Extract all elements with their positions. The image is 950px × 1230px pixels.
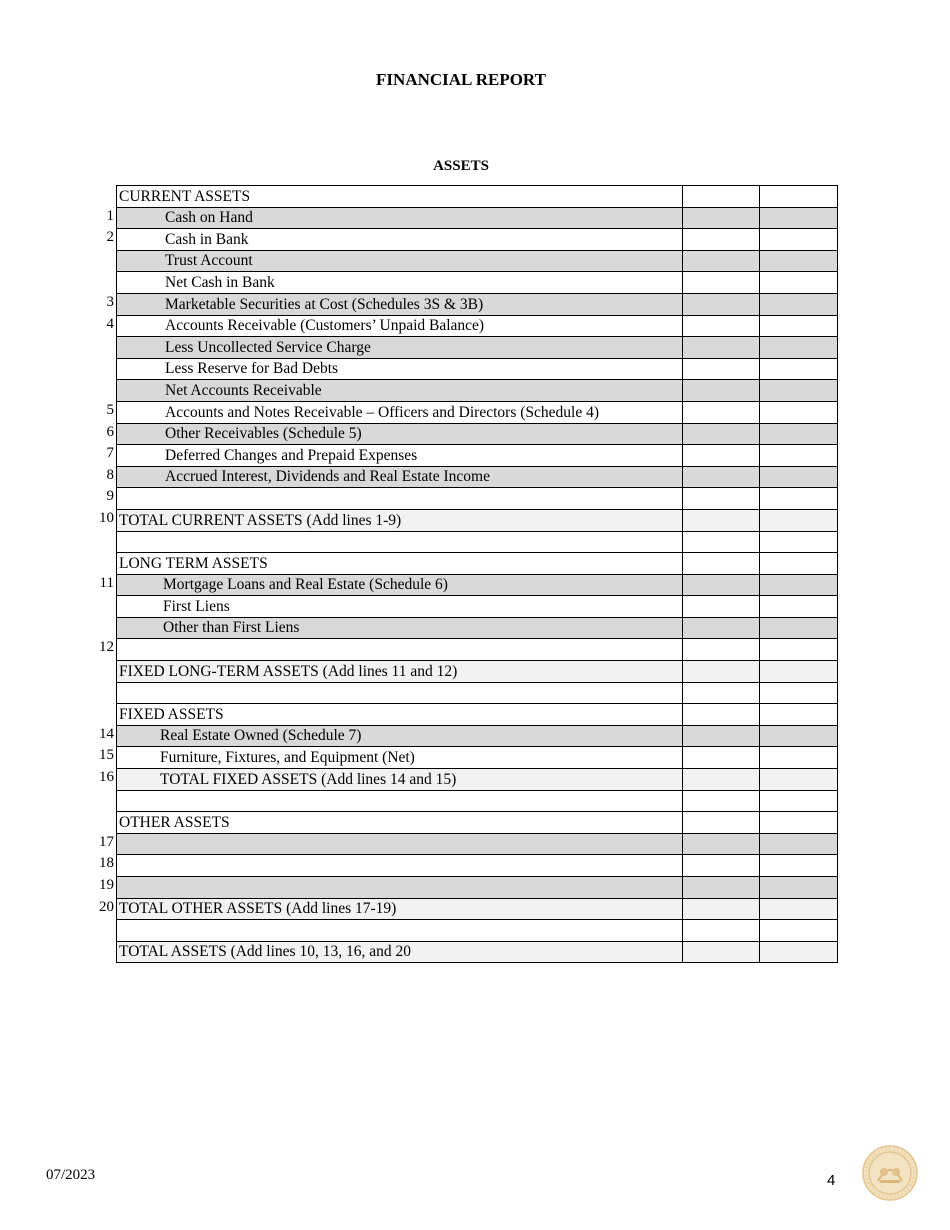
total-cell[interactable] <box>760 401 838 423</box>
row-label: Other Receivables (Schedule 5) <box>117 423 683 445</box>
total-cell[interactable] <box>760 315 838 337</box>
row-label: Net Accounts Receivable <box>117 380 683 402</box>
amount-cell[interactable] <box>683 445 760 467</box>
amount-cell[interactable] <box>683 725 760 747</box>
row-label: Accounts Receivable (Customers’ Unpaid Balance) <box>117 315 683 337</box>
table-row <box>117 531 838 553</box>
row-label: TOTAL ASSETS (Add lines 10, 13, 16, and 20 <box>117 941 683 963</box>
amount-cell[interactable] <box>683 639 760 661</box>
table-row <box>117 553 838 575</box>
table-row <box>117 682 838 704</box>
total-cell[interactable] <box>760 207 838 229</box>
total-cell[interactable] <box>760 466 838 488</box>
row-label: Less Reserve for Bad Debts <box>117 358 683 380</box>
amount-cell[interactable] <box>683 682 760 704</box>
total-cell[interactable] <box>760 725 838 747</box>
row-label <box>117 877 683 899</box>
row-label: Deferred Changes and Prepaid Expenses <box>117 445 683 467</box>
total-cell[interactable] <box>760 293 838 315</box>
row-label: Trust Account <box>117 250 683 272</box>
amount-cell[interactable] <box>683 704 760 726</box>
line-number <box>70 185 114 207</box>
amount-cell[interactable] <box>683 769 760 791</box>
table-row <box>117 877 838 899</box>
total-cell[interactable] <box>760 250 838 272</box>
row-label: TOTAL FIXED ASSETS (Add lines 14 and 15) <box>117 769 683 791</box>
row-label: Accrued Interest, Dividends and Real Estate Income <box>117 466 683 488</box>
amount-cell[interactable] <box>683 596 760 618</box>
total-cell[interactable] <box>760 509 838 531</box>
amount-cell[interactable] <box>683 358 760 380</box>
line-number <box>70 703 114 725</box>
total-cell[interactable] <box>760 186 838 208</box>
amount-cell[interactable] <box>683 207 760 229</box>
line-number: 15 <box>99 747 114 764</box>
row-label <box>117 639 683 661</box>
row-label: Less Uncollected Service Charge <box>117 337 683 359</box>
total-cell[interactable] <box>760 898 838 920</box>
amount-cell[interactable] <box>683 920 760 942</box>
total-cell[interactable] <box>760 769 838 791</box>
row-label <box>117 682 683 704</box>
row-label <box>117 833 683 855</box>
line-number: 2 <box>106 229 114 246</box>
amount-cell[interactable] <box>683 293 760 315</box>
table-row <box>117 833 838 855</box>
table-row <box>117 293 838 315</box>
table-row <box>117 941 838 963</box>
table-row <box>117 769 838 791</box>
table-row <box>117 509 838 531</box>
line-number: 5 <box>106 401 114 418</box>
table-row <box>117 207 838 229</box>
line-number <box>70 919 114 941</box>
line-numbers <box>70 185 114 962</box>
table-row <box>117 337 838 359</box>
line-number <box>70 790 114 812</box>
line-number <box>70 531 114 553</box>
table-row <box>117 920 838 942</box>
amount-cell[interactable] <box>683 574 760 596</box>
amount-cell[interactable] <box>683 488 760 510</box>
amount-cell[interactable] <box>683 466 760 488</box>
line-number: 17 <box>99 833 114 850</box>
table-row <box>117 466 838 488</box>
total-cell[interactable] <box>760 358 838 380</box>
total-cell[interactable] <box>760 682 838 704</box>
amount-cell[interactable] <box>683 812 760 834</box>
amount-cell[interactable] <box>683 337 760 359</box>
table-row <box>117 661 838 683</box>
amount-cell[interactable] <box>683 423 760 445</box>
total-cell[interactable] <box>760 574 838 596</box>
row-label: Accounts and Notes Receivable – Officers and Directors (Schedule 4) <box>117 401 683 423</box>
table-row <box>117 423 838 445</box>
total-cell[interactable] <box>760 337 838 359</box>
table-row <box>117 488 838 510</box>
amount-cell[interactable] <box>683 898 760 920</box>
total-cell[interactable] <box>760 877 838 899</box>
table-row <box>117 358 838 380</box>
amount-cell[interactable] <box>683 509 760 531</box>
row-label: TOTAL OTHER ASSETS (Add lines 17-19) <box>117 898 683 920</box>
amount-cell[interactable] <box>683 833 760 855</box>
line-number <box>70 595 114 617</box>
total-cell[interactable] <box>760 380 838 402</box>
state-seal-icon <box>862 1145 918 1201</box>
page-title: FINANCIAL REPORT <box>376 70 546 89</box>
amount-cell[interactable] <box>683 250 760 272</box>
row-label: Mortgage Loans and Real Estate (Schedule 6) <box>117 574 683 596</box>
table-row <box>117 725 838 747</box>
line-number: 9 <box>106 488 114 505</box>
table-row <box>117 401 838 423</box>
table-row <box>117 574 838 596</box>
line-number: 10 <box>99 509 114 526</box>
line-number: 20 <box>99 898 114 915</box>
total-cell[interactable] <box>760 920 838 942</box>
amount-cell[interactable] <box>683 553 760 575</box>
total-cell[interactable] <box>760 639 838 661</box>
total-cell[interactable] <box>760 445 838 467</box>
table-row <box>117 186 838 208</box>
total-cell[interactable] <box>760 855 838 877</box>
table-row <box>117 617 838 639</box>
total-cell[interactable] <box>760 488 838 510</box>
line-number: 4 <box>106 315 114 332</box>
total-cell[interactable] <box>760 747 838 769</box>
row-label <box>117 790 683 812</box>
table-row <box>117 445 838 467</box>
total-cell[interactable] <box>760 812 838 834</box>
row-label: FIXED ASSETS <box>117 704 683 726</box>
table-row <box>117 790 838 812</box>
line-number: 11 <box>99 574 114 591</box>
amount-cell[interactable] <box>683 877 760 899</box>
revision-date: 07/2023 <box>46 1167 96 1183</box>
line-number: 18 <box>99 855 114 872</box>
row-label <box>117 531 683 553</box>
row-label: Marketable Securities at Cost (Schedules 3S & 3B) <box>117 293 683 315</box>
table-row <box>117 898 838 920</box>
row-label <box>117 488 683 510</box>
line-number <box>70 358 114 380</box>
line-number <box>70 617 114 639</box>
total-cell[interactable] <box>760 272 838 294</box>
assets-table <box>116 185 838 963</box>
row-label: Furniture, Fixtures, and Equipment (Net) <box>117 747 683 769</box>
row-label: TOTAL CURRENT ASSETS (Add lines 1-9) <box>117 509 683 531</box>
row-label: LONG TERM ASSETS <box>117 553 683 575</box>
row-label: FIXED LONG-TERM ASSETS (Add lines 11 and 12) <box>117 661 683 683</box>
total-cell[interactable] <box>760 833 838 855</box>
line-number <box>70 336 114 358</box>
table-row <box>117 812 838 834</box>
row-label: OTHER ASSETS <box>117 812 683 834</box>
line-number <box>70 682 114 704</box>
line-number: 14 <box>99 725 114 742</box>
amount-cell[interactable] <box>683 790 760 812</box>
line-number: 3 <box>106 293 114 310</box>
total-cell[interactable] <box>760 423 838 445</box>
table-row <box>117 596 838 618</box>
row-label: First Liens <box>117 596 683 618</box>
line-number <box>70 811 114 833</box>
table-row <box>117 229 838 251</box>
amount-cell[interactable] <box>683 855 760 877</box>
total-cell[interactable] <box>760 596 838 618</box>
table-row <box>117 315 838 337</box>
total-cell[interactable] <box>760 553 838 575</box>
total-cell[interactable] <box>760 704 838 726</box>
row-label <box>117 855 683 877</box>
page-number: 4 <box>827 1172 836 1189</box>
amount-cell[interactable] <box>683 272 760 294</box>
amount-cell[interactable] <box>683 186 760 208</box>
row-label: Cash in Bank <box>117 229 683 251</box>
total-cell[interactable] <box>760 531 838 553</box>
total-cell[interactable] <box>760 790 838 812</box>
amount-cell[interactable] <box>683 661 760 683</box>
row-label: Real Estate Owned (Schedule 7) <box>117 725 683 747</box>
total-cell[interactable] <box>760 941 838 963</box>
amount-cell[interactable] <box>683 941 760 963</box>
line-number <box>70 660 114 682</box>
line-number: 19 <box>99 877 114 893</box>
amount-cell[interactable] <box>683 380 760 402</box>
row-label: CURRENT ASSETS <box>117 186 683 208</box>
amount-cell[interactable] <box>683 229 760 251</box>
table-row <box>117 747 838 769</box>
table-row <box>117 272 838 294</box>
line-number: 16 <box>99 769 114 786</box>
table-row <box>117 380 838 402</box>
total-cell[interactable] <box>760 661 838 683</box>
table-row <box>117 855 838 877</box>
total-cell[interactable] <box>760 229 838 251</box>
total-cell[interactable] <box>760 617 838 639</box>
table-row <box>117 704 838 726</box>
line-number <box>70 552 114 574</box>
line-number: 6 <box>106 423 114 440</box>
table-row <box>117 639 838 661</box>
row-label: Net Cash in Bank <box>117 272 683 294</box>
line-number: 8 <box>106 466 114 483</box>
line-number: 7 <box>106 445 114 462</box>
row-label <box>117 920 683 942</box>
amount-cell[interactable] <box>683 401 760 423</box>
line-number <box>70 271 114 293</box>
section-title: ASSETS <box>433 158 489 174</box>
line-number: 12 <box>99 639 114 656</box>
table-row <box>117 250 838 272</box>
line-number: 1 <box>106 207 114 224</box>
line-number <box>70 941 114 963</box>
amount-cell[interactable] <box>683 315 760 337</box>
line-number <box>70 379 114 401</box>
line-number <box>70 250 114 272</box>
row-label: Other than First Liens <box>117 617 683 639</box>
amount-cell[interactable] <box>683 747 760 769</box>
amount-cell[interactable] <box>683 617 760 639</box>
row-label: Cash on Hand <box>117 207 683 229</box>
amount-cell[interactable] <box>683 531 760 553</box>
